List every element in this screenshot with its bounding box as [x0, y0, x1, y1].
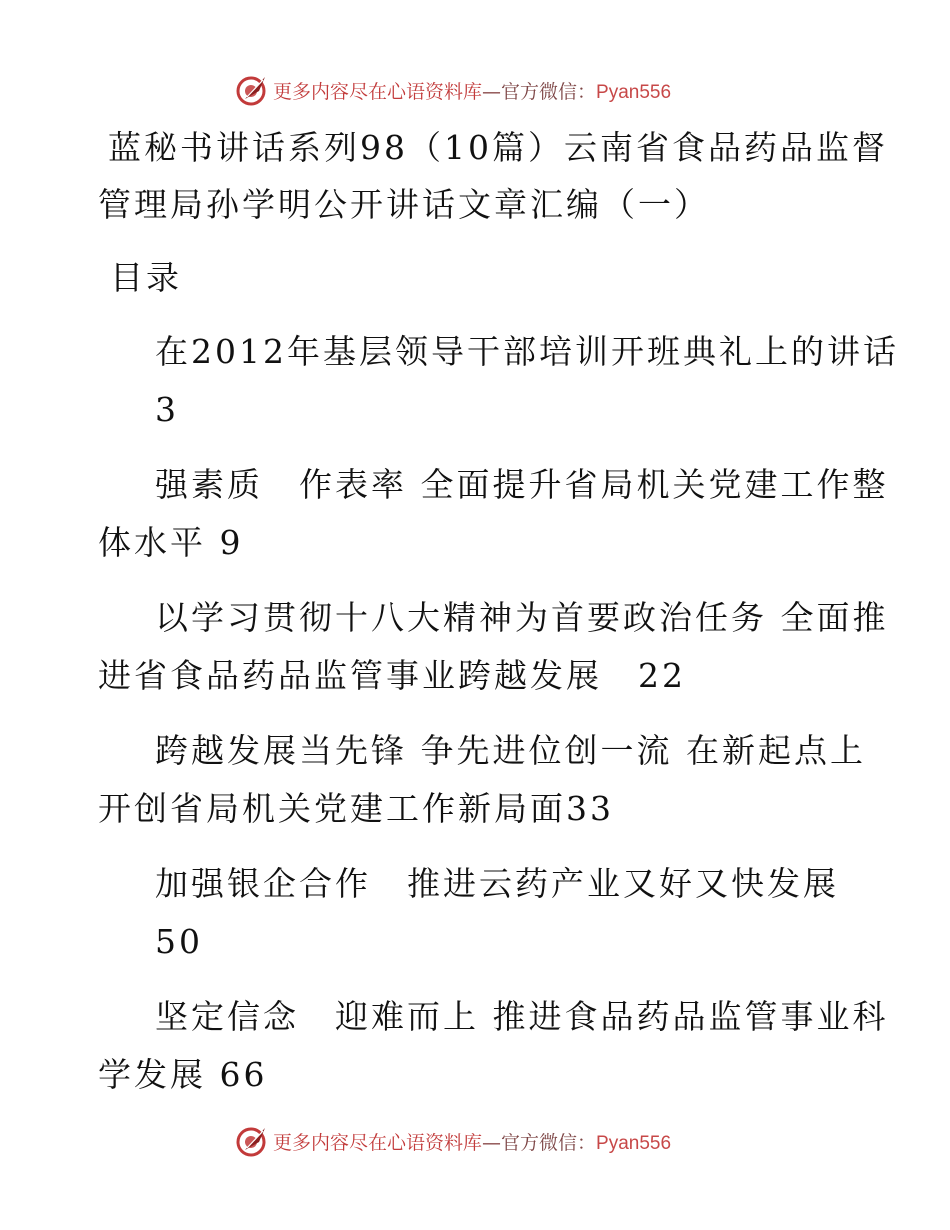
toc-entry-title: 以学习贯彻十八大精神为首要政治任务 全面推	[155, 598, 889, 637]
toc-entry-continuation: 开创省局机关党建工作新局面33	[98, 789, 614, 828]
watermark-wechat-label: 官方微信：	[501, 1131, 597, 1154]
watermark-wechat-id: Pyan556	[596, 81, 672, 103]
watermark-text	[273, 77, 671, 104]
watermark-main-text: 更多内容尽在心语资料库	[273, 1131, 483, 1154]
watermark-banner-bottom	[235, 1121, 715, 1161]
watermark-main-text: 更多内容尽在心语资料库	[273, 80, 483, 103]
watermark-dash: —	[482, 80, 502, 103]
toc-entry-page: 3	[155, 390, 179, 429]
toc-entry-continuation: 进省食品药品监管事业跨越发展 22	[98, 656, 686, 695]
watermark-wechat-id: Pyan556	[596, 1132, 672, 1154]
toc-entry-title: 坚定信念 迎难而上 推进食品药品监管事业科	[155, 997, 889, 1036]
watermark-wechat-label: 官方微信：	[501, 80, 597, 103]
toc-heading: 目录	[110, 258, 182, 297]
toc-entry-title: 在2012年基层领导干部培训开班典礼上的讲话	[155, 332, 899, 371]
toc-entry-continuation: 学发展 66	[98, 1055, 268, 1094]
toc-entry-continuation: 体水平 9	[98, 523, 244, 562]
quill-logo-icon	[235, 1124, 269, 1158]
toc-entry-title: 跨越发展当先锋 争先进位创一流 在新起点上	[155, 731, 866, 770]
watermark-text	[273, 1128, 671, 1155]
toc-entry-title: 加强银企合作 推进云药产业又好又快发展	[155, 864, 839, 903]
toc-entry-title: 强素质 作表率 全面提升省局机关党建工作整	[155, 465, 889, 504]
document-title-line-1: 蓝秘书讲话系列98（10篇）云南省食品药品监督	[108, 128, 888, 167]
watermark-dash: —	[482, 1131, 502, 1154]
watermark-banner-top	[235, 70, 715, 110]
document-title-line-2: 管理局孙学明公开讲话文章汇编（一）	[98, 185, 710, 224]
quill-logo-icon	[235, 73, 269, 107]
toc-entry-page: 50	[155, 922, 203, 961]
